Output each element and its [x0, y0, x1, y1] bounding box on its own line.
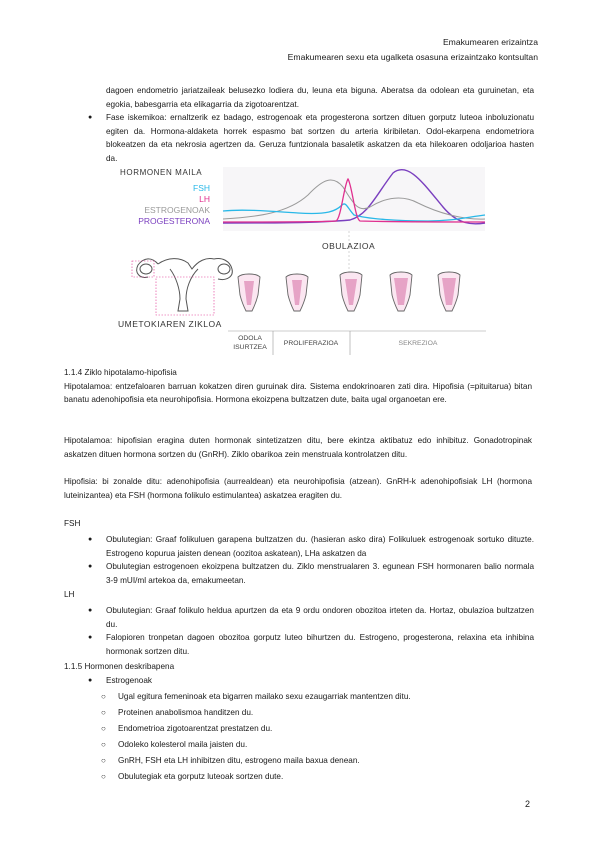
bullet-icon: ● — [88, 563, 93, 570]
sub-item-6: ○ Obulutegiak eta gorputz luteoak sortzen dute. — [118, 770, 518, 784]
phase-proliferation: PROLIFERAZIOA — [283, 340, 339, 347]
header-subtitle: Emakumearen sexu eta ugalketa osasuna erizaintzako kontsultan — [287, 52, 538, 62]
circle-bullet-icon: ○ — [101, 692, 106, 701]
circle-bullet-icon: ○ — [101, 724, 106, 733]
bullet-icon: ● — [88, 607, 93, 614]
section-heading-1-1-4: 1.1.4 Ziklo hipotalamo-hipofisia — [64, 368, 177, 377]
uterine-cycle-label: UMETOKIAREN ZIKLOA — [118, 319, 222, 329]
legend-title: HORMONEN MAILA — [120, 168, 203, 177]
circle-bullet-icon: ○ — [101, 772, 106, 781]
circle-bullet-icon: ○ — [101, 756, 106, 765]
phase-menstruation-2: ISURTZEA — [233, 344, 267, 351]
sub-item-3: ○ Endometrioa zigotoarentzat prestatzen du. — [118, 722, 518, 736]
list-item-lh-1: ● Obulutegian: Graaf folikulo heldua apurtzen da eta 9 ordu ondoren obozitoa irteten da. Hortaz, obulazioa bultzatzen du. — [88, 606, 534, 629]
ischemic-text: Fase iskemikoa: ernaltzerik ez badago, estrogenoak eta progesterona sortzen dituen gorputz luteoa inboluzionatu egiten da. Hormona-aldaketa horrek espasmo bat sortzen du arteria kiribiletan. Odol-ekarpena endometriora blokeatzen da eta nekrosia agertzen da. Geruza funtzionala basaletik askatzen da eta hilekoaren odoljarioa hasten da. — [106, 113, 534, 163]
uterus-zoom-box — [156, 277, 214, 315]
section-1-1-4 — [64, 366, 532, 407]
circle-bullet-icon: ○ — [101, 708, 106, 717]
sub-item-2: ○ Proteinen anabolismoa handitzen du. — [118, 706, 518, 720]
header-title: Emakumearen erizaintza — [442, 37, 538, 47]
section-heading-1-1-5: 1.1.5 Hormonen deskribapena — [64, 662, 175, 671]
bullet-icon: ● — [88, 114, 93, 121]
list-item-fsh-2: ● Obulutegian estrogenoen ekoizpena bultzatzen du. Ziklo menstrualaren 3. egunean FSH hormonaren balio normala 3-9 mUI/ml artekoa da, emakumeetan. — [88, 562, 534, 585]
paragraph-hypothalamus-2: Hipotalamoa: hipofisian eragina duten hormonak sintetizatzen ditu, bere ekintza aktibatuz edo inhibituz. Gonadotropinak askatzen dituen hormona sortzen du (GnRH). Ziklo obarikoa zein menstruala kontrolatzen ditu. — [64, 436, 532, 459]
list-item-fsh-1: ● Obulutegian: Graaf folikuluen garapena bultzatzen du. (hasieran asko dira) Folikuluek estrogenoak sortuko dituzte. Estrogeno kopurua jaisten denean (oozitoa askatean), LHa askatzen da — [88, 535, 534, 558]
bullet-icon: ● — [88, 634, 93, 641]
list-item-estrogen: ● Estrogenoak — [106, 674, 534, 688]
uterus-stage-1 — [238, 274, 260, 311]
uterus-stage-4 — [390, 272, 412, 311]
legend-estrogen: ESTROGENOAK — [144, 205, 210, 215]
list-item-lh-2: ● Falopioren tronpetan dagoen obozitoa gorputz luteo bihurtzen du. Estrogeno, progesterona, relaxina eta inhibina hormonak sortzen ditu. — [88, 633, 534, 656]
paragraph-hypothalamus-1: Hipotalamoa: entzefaloaren barruan kokatzen diren guruinak dira. Sistema endokrinoaren zati dira. Hipofisia (=pituitarua) bitan banatu adenohipofisia eta neurohipofisia. Hormona ekoizpena bultzatzen dute, baita ugal organoetan ere. — [64, 381, 532, 405]
menstrual-cycle-figure — [118, 165, 488, 360]
paragraph-pituitary: Hipofisia: bi zonalde ditu: adenohipofisia (aurrealdean) eta neurohipofisia (atzean). GnRH-k adenohipofisiak LH (hormona luteinizantea) eta FSH (hormona folikulo estimulantea) askatzea eragiten du. — [64, 477, 532, 500]
bullet-icon: ● — [88, 677, 93, 684]
uterus-stage-5 — [438, 272, 460, 311]
uterus-stage-3 — [340, 272, 362, 311]
ovary-zoom-box — [132, 261, 154, 277]
legend-lh: LH — [199, 194, 210, 204]
sub-item-5: ○ GnRH, FSH eta LH inhibitzen ditu, estrogeno maila baxua denean. — [118, 754, 518, 768]
sub-item-1: ○ Ugal egitura femeninoak eta bigarren mailako sexu ezaugarriak mantentzen ditu. — [118, 690, 518, 704]
fsh-title: FSH — [64, 519, 81, 528]
ovulation-label: OBULAZIOA — [322, 241, 376, 251]
lh-title: LH — [64, 590, 75, 599]
phase-secretion: SEKREZIOA — [398, 340, 438, 347]
intro-continuation: dagoen endometrio jariatzaileak belusezko lodiera du, leuna eta biguna. Aberatsa da odolean eta guruinetan, eta egokia, babesgarria eta elikagarria da zigotoarentzat. — [106, 86, 534, 109]
uterus-stage-2 — [286, 274, 308, 311]
circle-bullet-icon: ○ — [101, 740, 106, 749]
page-number: 2 — [524, 799, 530, 809]
list-item-ischemic — [88, 111, 534, 165]
bullet-icon: ● — [88, 536, 93, 543]
uterus-diagram — [137, 258, 233, 311]
phase-menstruation-1: ODOLA — [238, 335, 262, 342]
legend-fsh: FSH — [193, 183, 210, 193]
legend-progesterone: PROGESTERONA — [138, 216, 210, 226]
sub-item-4: ○ Odoleko kolesterol maila jaisten du. — [118, 738, 518, 752]
